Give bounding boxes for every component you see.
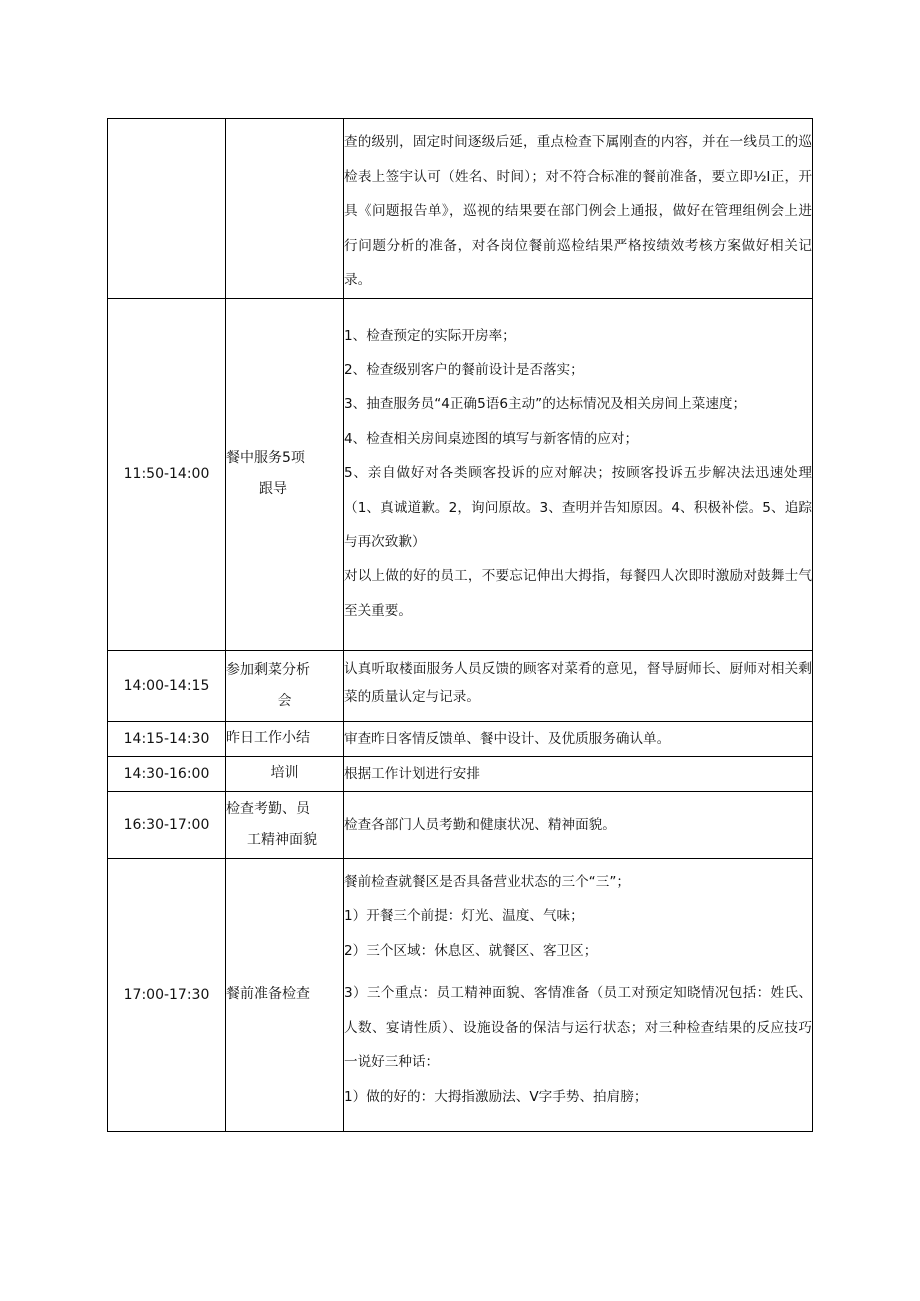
description-text: 查的级别，固定时间逐级后延，重点检查下属刚查的内容，并在一线员工的巡检表上签宇认可（姓名、时间）；对不符合标准的餐前准备，要立即½I正，开具《问题报告单》，巡视的结果要在部门例会上通报，做好在管理组例会上进行问题分析的准备，对各岗位餐前巡检结果严格按绩效考核方案做好相关记录。 <box>344 134 812 288</box>
time-cell: 11:50-14:00 <box>108 298 226 650</box>
task-label: 餐前准备检查 <box>226 986 310 1002</box>
time-cell: 14:30-16:00 <box>108 756 226 791</box>
task-label: 检查考勤、员 <box>226 800 310 817</box>
task-label: 会 <box>277 692 292 709</box>
description-cell <box>344 858 813 1131</box>
table-row <box>108 298 813 650</box>
description-text: 2）三个区域：休息区、就餐区、客卫区； <box>344 942 598 959</box>
table-row <box>108 858 813 1131</box>
task-label: 参加剩菜分析 <box>226 661 310 678</box>
task-label: 跟导 <box>259 481 287 497</box>
task-cell <box>226 791 344 858</box>
description-text: 1）开餐三个前提：灯光、温度、气味； <box>344 908 584 925</box>
task-label: 昨日工作小结 <box>226 730 310 746</box>
time-cell: 17:00-17:30 <box>108 858 226 1131</box>
description-text: 3、抽查服务员“4正确5语6主动”的达标情况及相关房间上菜速度； <box>344 396 747 413</box>
table-row <box>108 650 813 721</box>
task-cell <box>226 119 344 299</box>
task-label: 工精神面貌 <box>247 831 317 848</box>
description-cell <box>344 791 813 858</box>
description-text: 餐前检查就餐区是否具备营业状态的三个“三”； <box>344 873 630 890</box>
task-label: 餐中服务5项 <box>226 450 305 466</box>
table-row <box>108 791 813 858</box>
description-text: 2、检查级别客户的餐前设计是否落实； <box>344 361 584 378</box>
task-cell <box>226 298 344 650</box>
table-row <box>108 756 813 791</box>
description-text: 5、亲自做好对各类顾客投诉的应对解决；按顾客投诉五步解决法迅速处理（1、真诚道歉。2，询问原故。3、查明并告知原因。4、积极补偿。5、追踪与再次致歉） <box>344 465 812 550</box>
task-cell <box>226 858 344 1131</box>
description-text: 审查昨日客情反馈单、餐中设计、及优质服务确认单。 <box>344 730 671 747</box>
description-text: 对以上做的好的员工，不要忘记伸出大拇指，每餐四人次即时激励对鼓舞士气至关重要。 <box>344 568 812 619</box>
time-cell: 16:30-17:00 <box>108 791 226 858</box>
description-text: 1、检查预定的实际开房率； <box>344 327 516 344</box>
task-cell <box>226 756 344 791</box>
description-cell <box>344 756 813 791</box>
description-text: 3）三个重点：员工精神面貌、客情准备（员工对预定知晓情况包括：姓氏、人数、宴请性质）、设施设备的保洁与运行状态；对三种检查结果的反应技巧一说好三种话： <box>344 985 812 1071</box>
table-row <box>108 721 813 756</box>
time-cell: 14:15-14:30 <box>108 721 226 756</box>
time-cell <box>108 119 226 299</box>
schedule-table <box>107 118 813 1132</box>
task-cell <box>226 721 344 756</box>
time-cell: 14:00-14:15 <box>108 650 226 721</box>
table-row <box>108 119 813 299</box>
description-text: 根据工作计划进行安排 <box>344 765 480 782</box>
description-text: 4、检查相关房间桌迹图的填写与新客情的应对； <box>344 430 639 447</box>
description-cell <box>344 298 813 650</box>
task-cell <box>226 650 344 721</box>
description-text: 认真听取楼面服务人员反馈的顾客对菜肴的意见，督导厨师长、厨师对相关剩菜的质量认定与记录。 <box>344 660 812 705</box>
description-text: 检查各部门人员考勤和健康状况、精神面貌。 <box>344 816 616 833</box>
description-cell <box>344 650 813 721</box>
task-label: 培训 <box>270 765 299 781</box>
description-cell <box>344 721 813 756</box>
description-text: 1）做的好的：大拇指激励法、V字手势、拍肩膀； <box>344 1089 648 1106</box>
description-cell <box>344 119 813 299</box>
